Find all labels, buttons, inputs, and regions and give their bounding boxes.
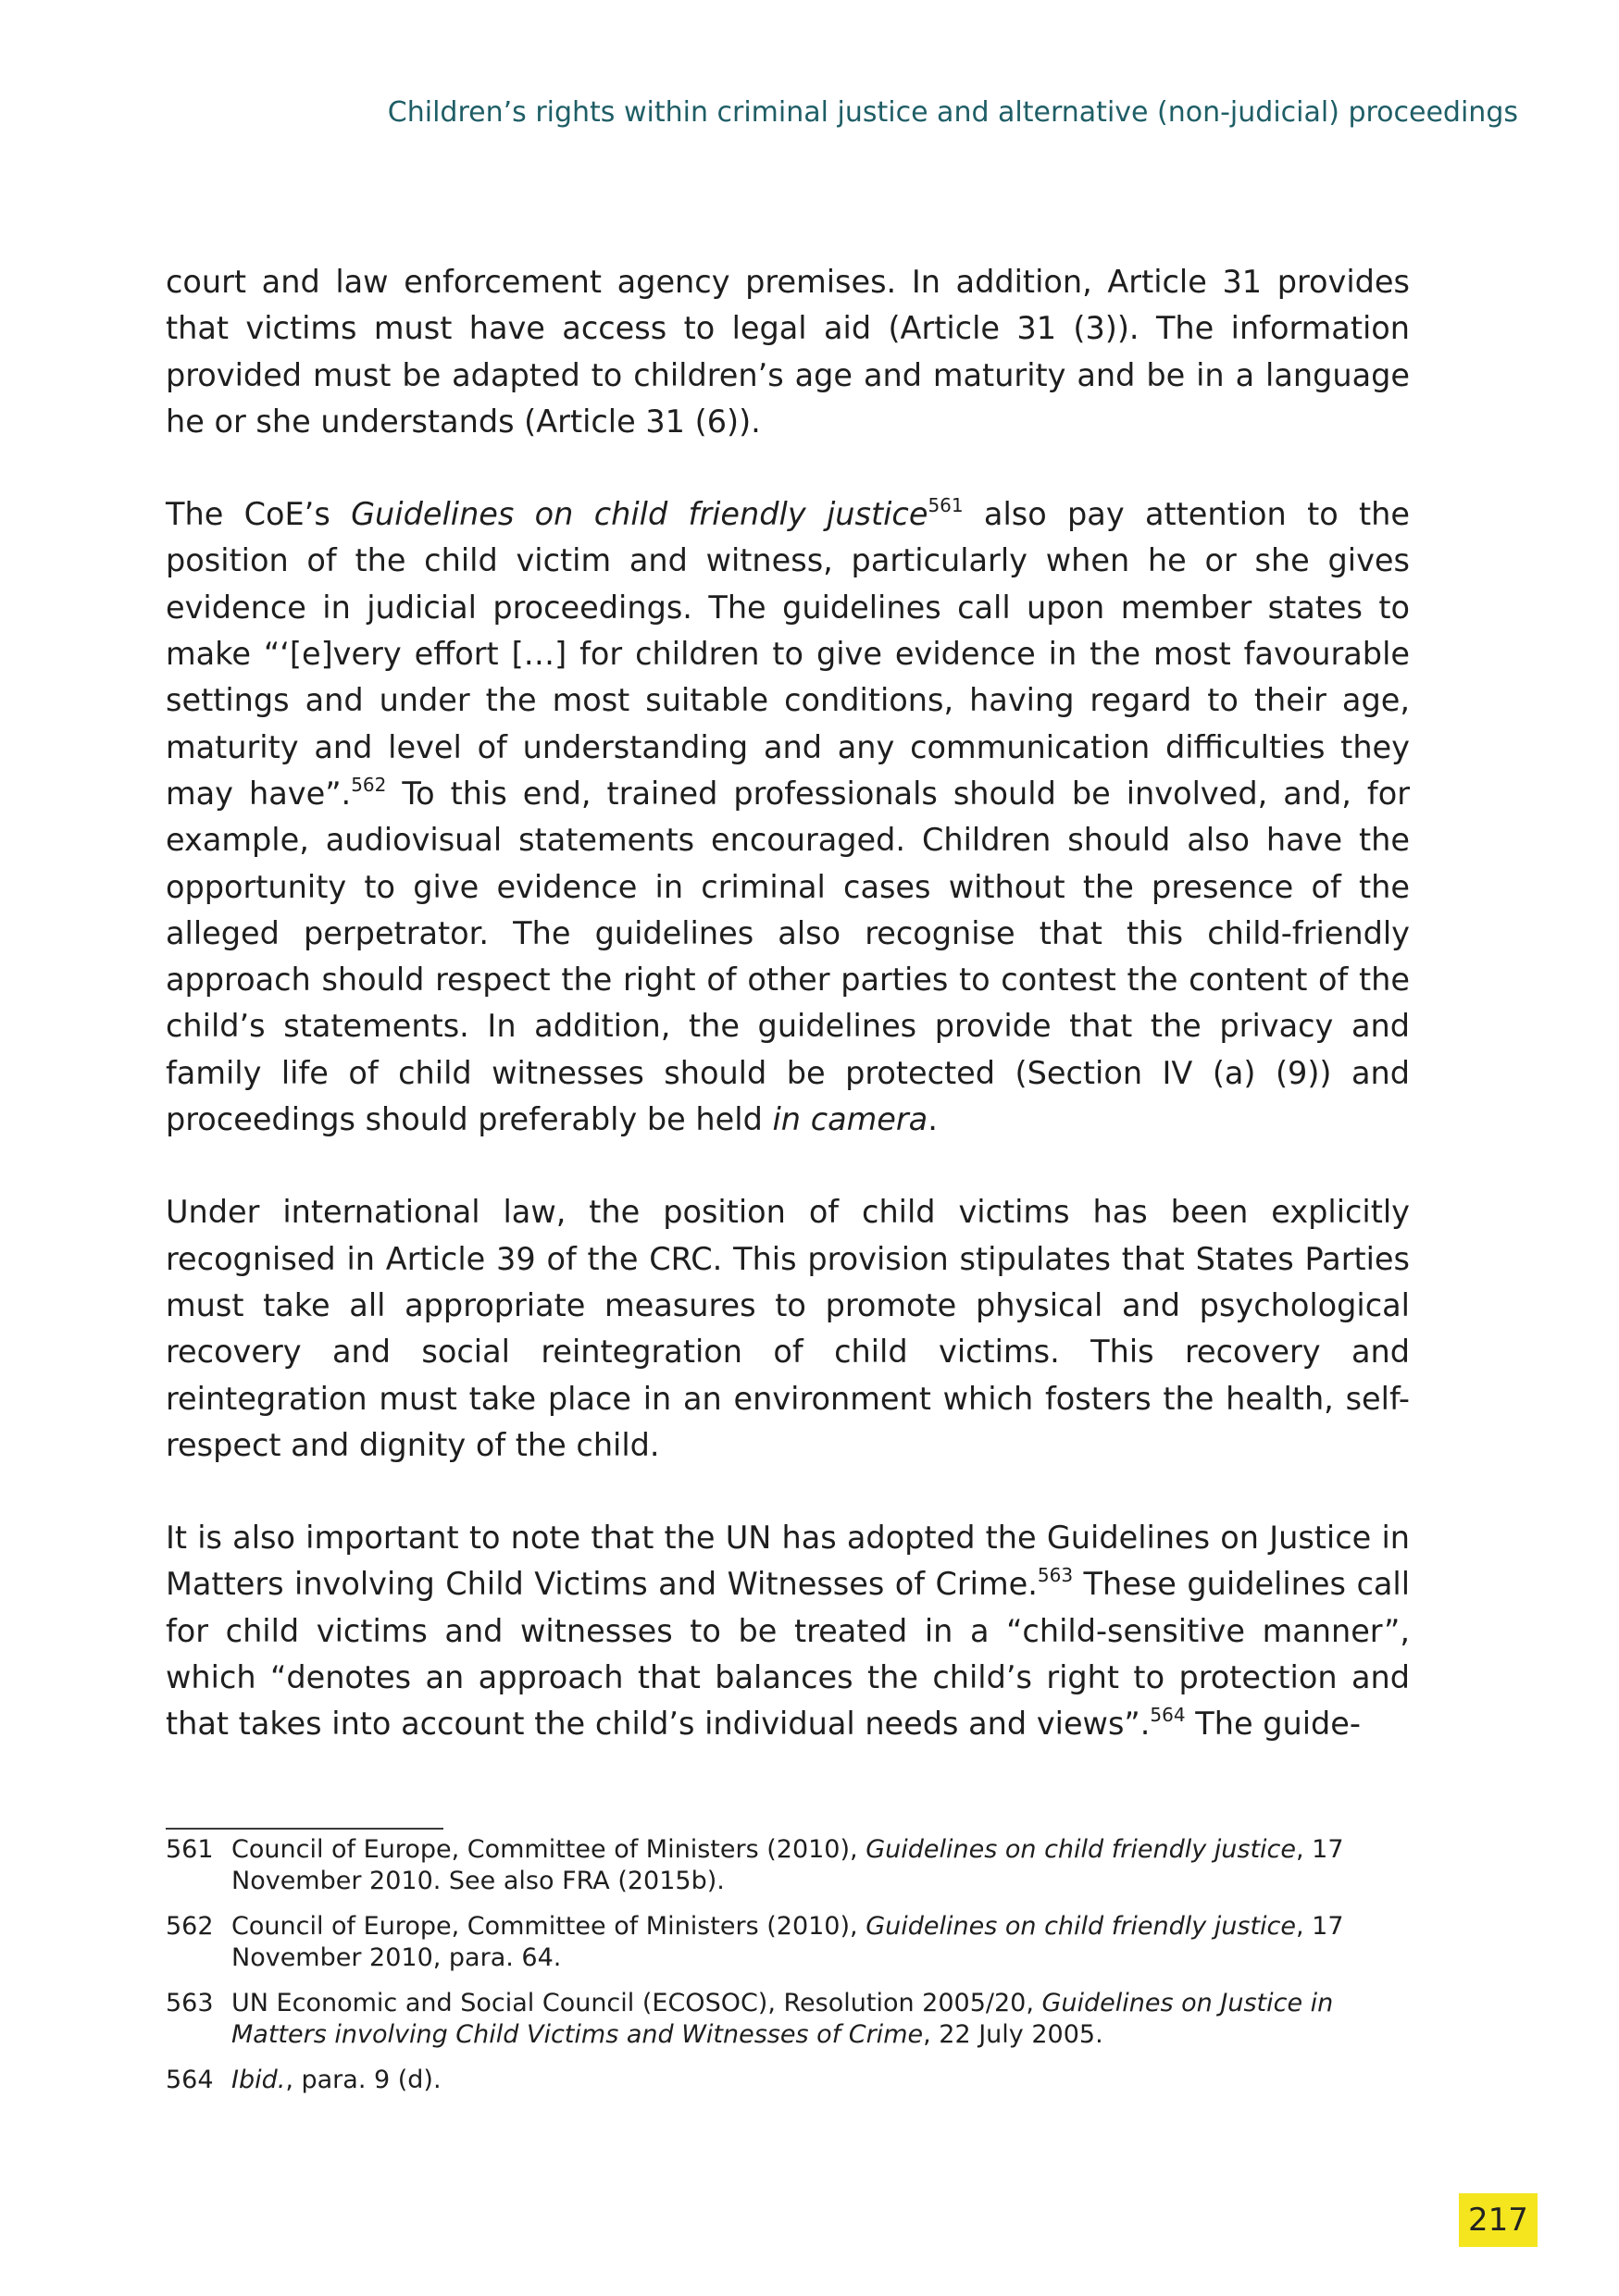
italic-title: Guidelines on Justice in Matters involving Child Victims and Witnesses of Crime — [231, 1989, 1334, 2049]
footnote-text — [231, 2065, 1410, 2096]
text-run: . — [928, 1101, 938, 1138]
footnote-564 — [166, 2065, 1410, 2096]
text-run: The guide- — [1185, 1706, 1361, 1743]
footnote-text — [231, 1988, 1410, 2051]
text-run: It is also important to note that the UN has adopted the Guidelines on Justice in Matters involving Child Victims and Witnesses of Crime. — [166, 1520, 1410, 1603]
footnote-ref-564[interactable]: 564 — [1150, 1704, 1186, 1727]
italic-term: in camera — [772, 1101, 928, 1138]
footnote-number: 562 — [166, 1912, 214, 1941]
footnote-ref-562[interactable]: 562 — [351, 773, 387, 796]
text-run: UN Economic and Social Council (ECOSOC), Resolution 2005/20, — [231, 1989, 1042, 2017]
text-run: The CoE’s — [166, 496, 352, 533]
italic-title: Ibid. — [231, 2066, 286, 2094]
text-run: , 22 July 2005. — [923, 2020, 1103, 2049]
footnote-number: 561 — [166, 1835, 214, 1864]
paragraph-2 — [166, 491, 1410, 1143]
text-run: Council of Europe, Committee of Ministers (2010), — [231, 1912, 866, 1941]
running-header: Children’s rights within criminal justice and alternative (non-judicial) proceedings — [387, 96, 1518, 129]
text-run: , 17 November 2010. See also FRA (2015b). — [231, 1835, 1344, 1895]
paragraph-1: court and law enforcement agency premises. In addition, Article 31 provides that victims must have access to legal aid (Article 31 (3)). The information provided must be adapted to children’s age and maturity and be in a language he or she understands (Article 31 (6)). — [166, 264, 1410, 440]
footnotes — [166, 1834, 1410, 2110]
footnote-text — [231, 1834, 1410, 1897]
footnote-text — [231, 1911, 1410, 1974]
paragraph-4 — [166, 1515, 1410, 1747]
footnote-ref-561[interactable]: 561 — [928, 494, 964, 517]
footnote-ref-563[interactable]: 563 — [1037, 1564, 1074, 1587]
footnote-561 — [166, 1834, 1410, 1897]
italic-title: Guidelines on child friendly justice — [866, 1912, 1297, 1941]
text-run: , para. 9 (d). — [285, 2066, 442, 2094]
text-run: To this end, trained professionals should be involved, and, for example, audiovisual statements encouraged. Children should also have the opportunity to give evidence in criminal cases without the presence of the alleged perpetrator. The guidelines also recognise that this child-friendly approach should respect the right of other parties to contest the content of the child’s statements. In addition, the guidelines provide that the privacy and family life of child witnesses should be protected (Section IV (a) (9)) and proceedings should preferably be held — [166, 775, 1410, 1138]
footnote-divider — [166, 1828, 443, 1830]
footnote-562 — [166, 1911, 1410, 1974]
text-run: also pay attention to the position of the child victim and witness, particularly when he or she gives evidence in judicial proceedings. The guidelines call upon member states to make “‘[e]very effort […] for children to give evidence in the most favourable settings and under the most suitable conditions, having regard to their age, maturity and level of understanding and any communication difficulties they may have”. — [166, 496, 1410, 812]
footnote-563 — [166, 1988, 1410, 2051]
text-run: These guidelines call for child victims and witnesses to be treated in a “child-sensitive manner”, which “denotes an approach that balances the child’s right to protection and that takes into account the child’s individual needs and views”. — [166, 1566, 1411, 1743]
text-run: Council of Europe, Committee of Ministers (2010), — [231, 1835, 866, 1864]
footnote-number: 564 — [166, 2066, 214, 2094]
italic-title: Guidelines on child friendly justice — [866, 1835, 1297, 1864]
paragraph-3: Under international law, the position of child victims has been explicitly recognised in Article 39 of the CRC. This provision stipulates that States Parties must take all appropriate measures to promote physical and psychological recovery and social reintegration of child victims. This recovery and reintegration must take place in an environment which fosters the health, self-respect and dignity of the child. — [166, 1194, 1410, 1463]
page-number: 217 — [1459, 2193, 1538, 2247]
footnote-number: 563 — [166, 1989, 214, 2017]
main-text — [166, 259, 1410, 1748]
text-run: , 17 November 2010, para. 64. — [231, 1912, 1344, 1972]
italic-title: Guidelines on child friendly justice — [351, 496, 928, 533]
